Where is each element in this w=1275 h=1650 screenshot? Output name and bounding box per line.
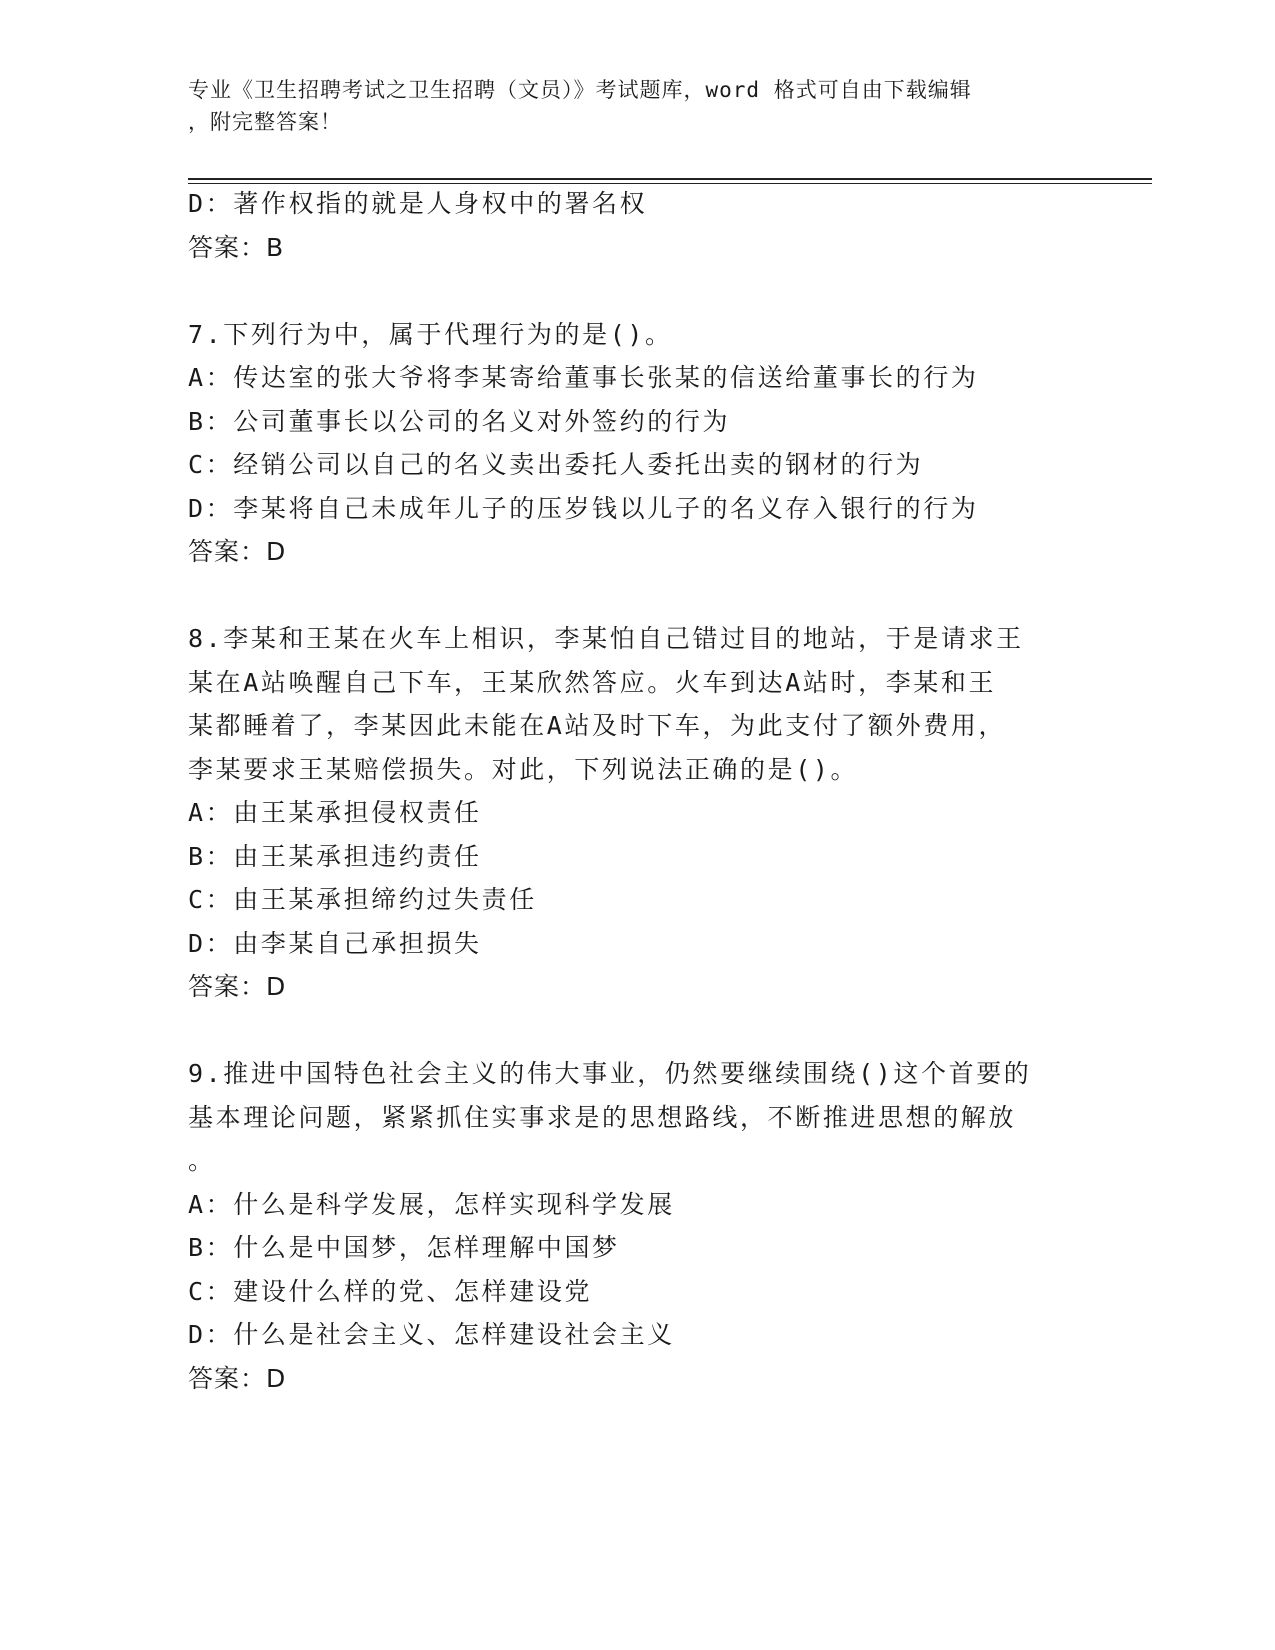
q9-stem-line-1: 9.推进中国特色社会主义的伟大事业，仍然要继续围绕()这个首要的 xyxy=(188,1059,1032,1088)
q8-option-d: D：由李某自己承担损失 xyxy=(188,929,482,958)
q8-option-a: A：由王某承担侵权责任 xyxy=(188,798,482,827)
q7-option-a: A：传达室的张大爷将李某寄给董事长张某的信送给董事长的行为 xyxy=(188,363,979,392)
q9-stem-line-3: 。 xyxy=(188,1146,216,1175)
prev-option-d: D：著作权指的就是人身权中的署名权 xyxy=(188,189,648,218)
q9-option-c: C：建设什么样的党、怎样建设党 xyxy=(188,1277,593,1306)
q8-answer: 答案：D xyxy=(188,972,287,1001)
q7-option-b: B：公司董事长以公司的名义对外签约的行为 xyxy=(188,407,731,436)
q8-stem-line-2: 某在A站唤醒自己下车，王某欣然答应。火车到达A站时，李某和王 xyxy=(188,668,997,697)
q8-stem-line-3: 某都睡着了，李某因此未能在A站及时下车，为此支付了额外费用， xyxy=(188,711,1007,740)
q7-option-c: C：经销公司以自己的名义卖出委托人委托出卖的钢材的行为 xyxy=(188,450,924,479)
q9-option-a: A：什么是科学发展，怎样实现科学发展 xyxy=(188,1190,675,1219)
q8-stem-line-1: 8.李某和王某在火车上相识，李某怕自己错过目的地站，于是请求王 xyxy=(188,624,1024,653)
q9-option-b: B：什么是中国梦，怎样理解中国梦 xyxy=(188,1233,620,1262)
q7-answer: 答案：D xyxy=(188,537,287,566)
header-divider-thin xyxy=(188,183,1152,184)
q9-stem-line-2: 基本理论问题，紧紧抓住实事求是的思想路线，不断推进思想的解放 xyxy=(188,1103,1017,1132)
header-divider-thick xyxy=(188,178,1152,180)
q8-stem-line-4: 李某要求王某赔偿损失。对此，下列说法正确的是()。 xyxy=(188,755,859,784)
q8-option-c: C：由王某承担缔约过失责任 xyxy=(188,885,537,914)
q9-answer: 答案：D xyxy=(188,1364,287,1393)
header-title-continuation: ，附完整答案！ xyxy=(188,110,342,134)
q8-option-b: B：由王某承担违约责任 xyxy=(188,842,482,871)
q9-option-d: D：什么是社会主义、怎样建设社会主义 xyxy=(188,1320,675,1349)
q7-option-d: D：李某将自己未成年儿子的压岁钱以儿子的名义存入银行的行为 xyxy=(188,494,979,523)
q7-stem: 7.下列行为中，属于代理行为的是()。 xyxy=(188,320,673,349)
prev-answer: 答案：B xyxy=(188,233,285,262)
header-title-line: 专业《卫生招聘考试之卫生招聘（文员）》考试题库，word 格式可自由下载编辑 xyxy=(188,78,972,102)
document-header xyxy=(188,74,1068,138)
